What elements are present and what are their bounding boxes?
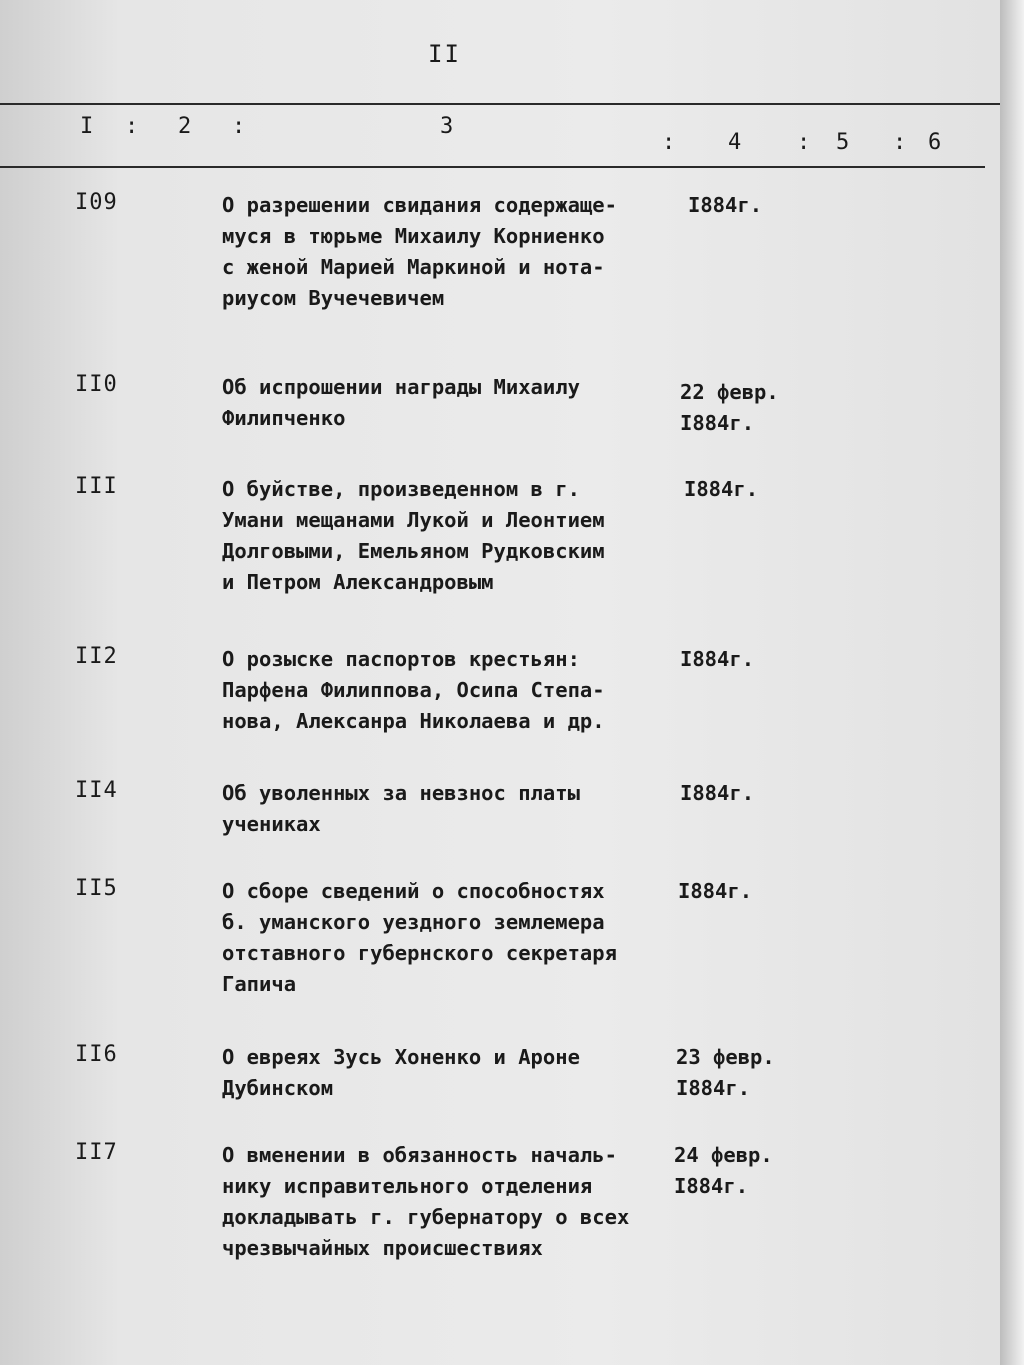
entry-number: II6 bbox=[75, 1042, 118, 1067]
entry-description bbox=[222, 876, 682, 1000]
entry-date-line: I884г. bbox=[678, 879, 753, 903]
entry-date bbox=[678, 876, 752, 907]
header-rule-bottom bbox=[0, 166, 985, 168]
entry-line: Об уволенных за невзнос платы bbox=[222, 781, 580, 805]
entry-line: О вменении в обязанность началь- bbox=[222, 1143, 617, 1167]
entry-date bbox=[680, 377, 779, 439]
entry-line: О розыске паспортов крестьян: bbox=[222, 647, 580, 671]
entry-line: риусом Вучечевичем bbox=[222, 286, 445, 310]
entry-number: II0 bbox=[75, 372, 118, 397]
entry-line: Гапича bbox=[222, 972, 297, 996]
entry-description bbox=[222, 778, 682, 840]
column-number-6: 6 bbox=[928, 130, 942, 155]
entry-number: II7 bbox=[75, 1140, 118, 1165]
entry-line: Об испрошении награды Михаилу bbox=[222, 375, 580, 399]
column-separator: : bbox=[893, 130, 907, 155]
entry-date bbox=[674, 1140, 773, 1202]
column-number-1: I bbox=[80, 114, 94, 139]
entry-description bbox=[222, 1042, 682, 1104]
entry-date-line: 24 февр. bbox=[674, 1143, 773, 1167]
entry-date-line: I884г. bbox=[680, 781, 755, 805]
column-separator: : bbox=[232, 114, 246, 139]
entry-line: отставного губернского секретаря bbox=[222, 941, 617, 965]
entry-number: I09 bbox=[75, 190, 118, 215]
entry-description bbox=[222, 190, 682, 314]
entry-date-line: I884г. bbox=[680, 647, 755, 671]
entry-line: О евреях Зусь Хоненко и Ароне bbox=[222, 1045, 580, 1069]
entry-number: II4 bbox=[75, 778, 118, 803]
entry-date-line: 23 февр. bbox=[676, 1045, 775, 1069]
entry-date-line: I884г. bbox=[676, 1076, 751, 1100]
entry-description bbox=[222, 372, 682, 434]
entry-date-line: I884г. bbox=[688, 193, 763, 217]
entry-line: Парфена Филиппова, Осипа Степа- bbox=[222, 678, 605, 702]
entry-number: II2 bbox=[75, 644, 118, 669]
entry-line: О сборе сведений о способностях bbox=[222, 879, 605, 903]
entry-line: Филипченко bbox=[222, 406, 346, 430]
entry-date-line: I884г. bbox=[680, 411, 755, 435]
column-number-3: 3 bbox=[440, 114, 454, 139]
entry-date bbox=[680, 644, 754, 675]
column-separator: : bbox=[797, 130, 811, 155]
entry-line: Долговыми, Емельяном Рудковским bbox=[222, 539, 605, 563]
entry-date bbox=[680, 778, 754, 809]
entry-line: чрезвычайных происшествиях bbox=[222, 1236, 543, 1260]
column-separator: : bbox=[662, 130, 676, 155]
entry-number: III bbox=[75, 474, 118, 499]
column-number-2: 2 bbox=[178, 114, 192, 139]
entry-line: муся в тюрьме Михаилу Корниенко bbox=[222, 224, 605, 248]
entry-date bbox=[676, 1042, 775, 1104]
entry-line: и Петром Александровым bbox=[222, 570, 494, 594]
entry-line: нова, Алексанра Николаева и др. bbox=[222, 709, 605, 733]
entry-line: Умани мещанами Лукой и Леонтием bbox=[222, 508, 605, 532]
entry-description bbox=[222, 1140, 682, 1264]
page-edge bbox=[1000, 0, 1024, 1365]
entry-line: нику исправительного отделения bbox=[222, 1174, 593, 1198]
entry-number: II5 bbox=[75, 876, 118, 901]
column-number-4: 4 bbox=[728, 130, 742, 155]
entry-line: б. уманского уездного землемера bbox=[222, 910, 605, 934]
entry-line: Дубинском bbox=[222, 1076, 334, 1100]
entry-date-line: 22 февр. bbox=[680, 380, 779, 404]
entry-line: О буйстве, произведенном в г. bbox=[222, 477, 580, 501]
entry-description bbox=[222, 474, 682, 598]
column-separator: : bbox=[125, 114, 139, 139]
column-header bbox=[0, 0, 1000, 170]
entry-date-line: I884г. bbox=[674, 1174, 749, 1198]
entry-date bbox=[688, 190, 762, 221]
page-number: II bbox=[428, 40, 461, 68]
entry-line: докладывать г. губернатору о всех bbox=[222, 1205, 630, 1229]
entry-description bbox=[222, 644, 682, 737]
column-number-5: 5 bbox=[836, 130, 850, 155]
entry-line: учениках bbox=[222, 812, 321, 836]
entry-date-line: I884г. bbox=[684, 477, 759, 501]
entry-line: с женой Марией Маркиной и нота- bbox=[222, 255, 605, 279]
entry-line: О разрешении свидания содержаще- bbox=[222, 193, 617, 217]
entry-date bbox=[684, 474, 758, 505]
